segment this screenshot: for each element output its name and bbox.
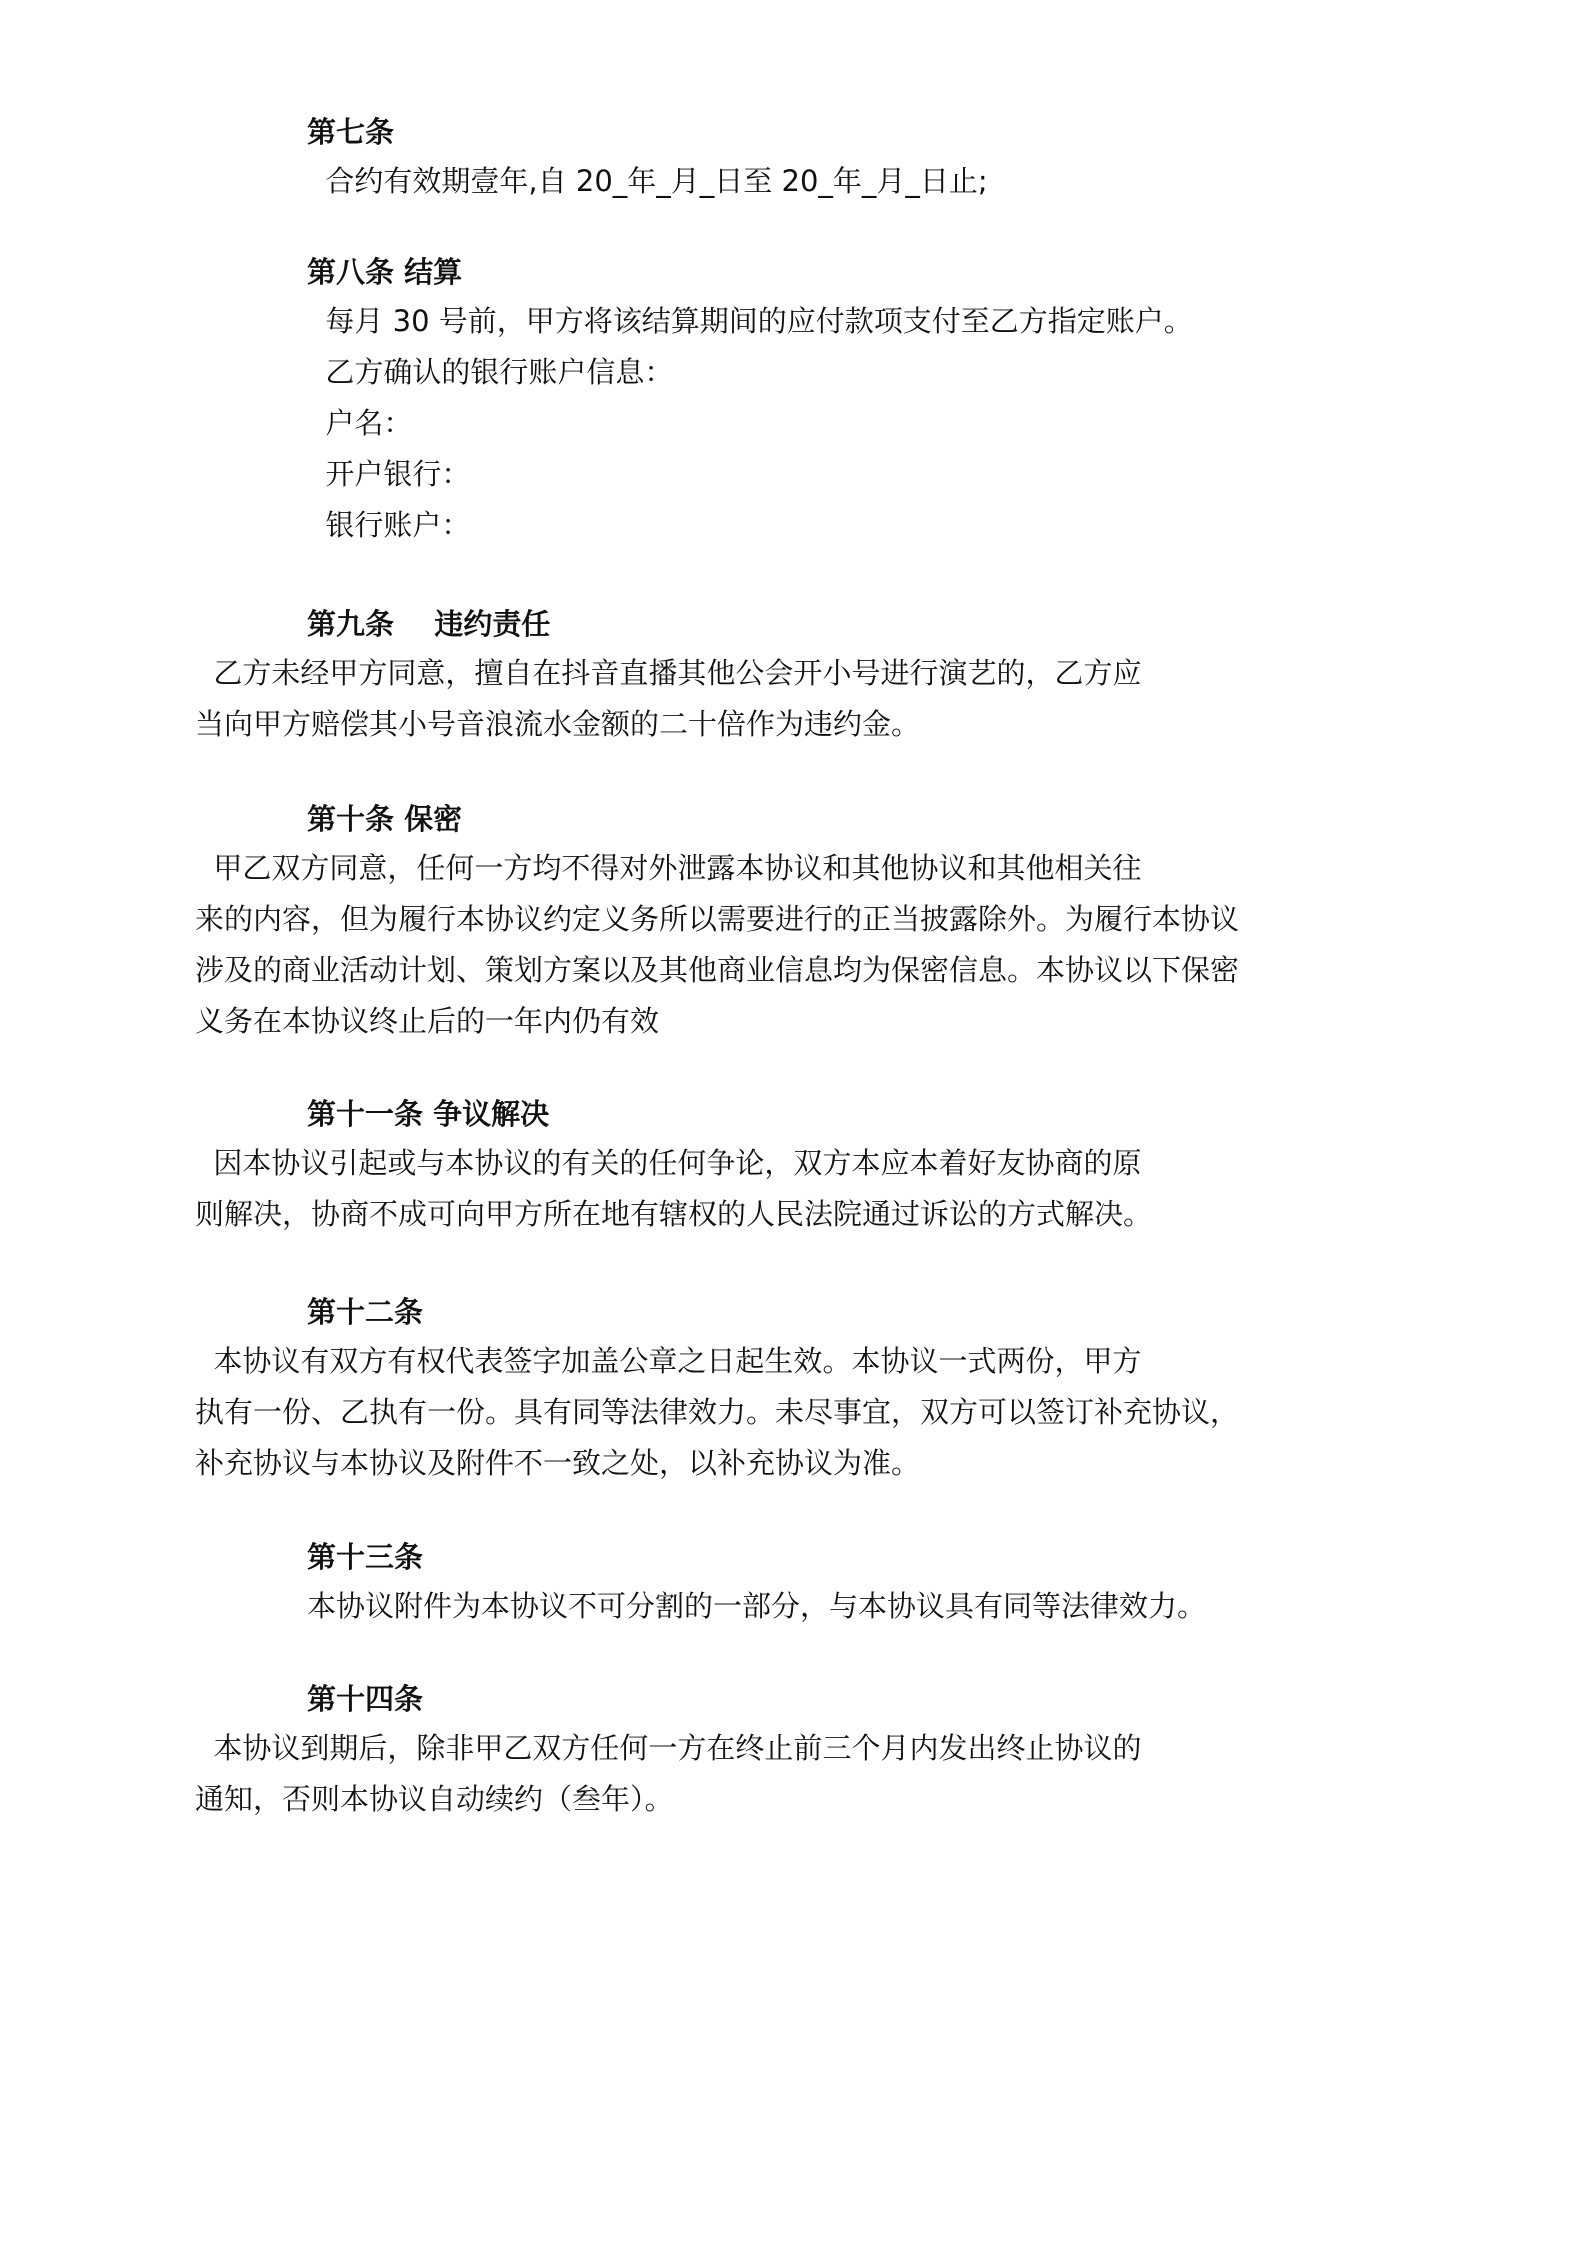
article-8 — [195, 248, 1355, 551]
article-8-line-1: 每月 30 号前，甲方将该结算期间的应付款项支付至乙方指定账户。 — [307, 304, 1193, 338]
article-12-title: 第十二条 — [307, 1295, 424, 1329]
article-12-line-3: 补充协议与本协议及附件不一致之处，以补充协议为准。 — [195, 1446, 921, 1480]
article-12-line-1: 本协议有双方有权代表签字加盖公章之日起生效。本协议一式两份，甲方 — [195, 1344, 1142, 1378]
article-7-title: 第七条 — [307, 115, 395, 149]
article-14 — [195, 1675, 1355, 1825]
bank-name-label: 开户银行： — [307, 457, 471, 491]
article-10-title: 第十条 保密 — [307, 802, 463, 836]
article-8-line-2: 乙方确认的银行账户信息： — [307, 355, 674, 389]
article-10-line-4: 义务在本协议终止后的一年内仍有效 — [195, 1004, 660, 1038]
article-10-line-1: 甲乙双方同意，任何一方均不得对外泄露本协议和其他协议和其他相关往 — [195, 851, 1142, 885]
article-9-line-2: 当向甲方赔偿其小号音浪流水金额的二十倍作为违约金。 — [195, 707, 921, 741]
article-9-line-1: 乙方未经甲方同意，擅自在抖音直播其他公会开小号进行演艺的，乙方应 — [195, 656, 1142, 690]
article-14-line-1: 本协议到期后，除非甲乙双方任何一方在终止前三个月内发出终止协议的 — [195, 1731, 1142, 1765]
article-9-title: 第九条 违约责任 — [307, 607, 551, 641]
article-7 — [195, 108, 1355, 207]
bank-account-label: 银行账户： — [307, 508, 471, 542]
article-13-line-1: 本协议附件为本协议不可分割的一部分，与本协议具有同等法律效力。 — [307, 1589, 1207, 1623]
article-10-line-3: 涉及的商业活动计划、策划方案以及其他商业信息均为保密信息。本协议以下保密 — [195, 953, 1240, 987]
article-14-title: 第十四条 — [307, 1682, 424, 1716]
article-10-line-2: 来的内容，但为履行本协议约定义务所以需要进行的正当披露除外。为履行本协议 — [195, 902, 1240, 936]
article-11 — [195, 1090, 1355, 1240]
account-name-label: 户名： — [307, 406, 413, 440]
article-13-title: 第十三条 — [307, 1540, 424, 1574]
article-8-title: 第八条 结算 — [307, 255, 463, 289]
article-11-line-1: 因本协议引起或与本协议的有关的任何争论，双方本应本着好友协商的原 — [195, 1146, 1142, 1180]
article-10 — [195, 795, 1355, 1047]
article-7-line-1: 合约有效期壹年,自 20_年_月_日至 20_年_月_日止; — [307, 164, 988, 198]
article-9 — [195, 600, 1355, 750]
article-11-line-2: 则解决，协商不成可向甲方所在地有辖权的人民法院通过诉讼的方式解决。 — [195, 1197, 1153, 1231]
article-12 — [195, 1288, 1355, 1489]
article-13 — [195, 1533, 1355, 1632]
article-12-line-2: 执有一份、乙执有一份。具有同等法律效力。未尽事宜，双方可以签订补充协议， — [195, 1395, 1240, 1429]
article-11-title: 第十一条 争议解决 — [307, 1097, 550, 1131]
article-14-line-2: 通知，否则本协议自动续约（叁年）。 — [195, 1782, 674, 1816]
